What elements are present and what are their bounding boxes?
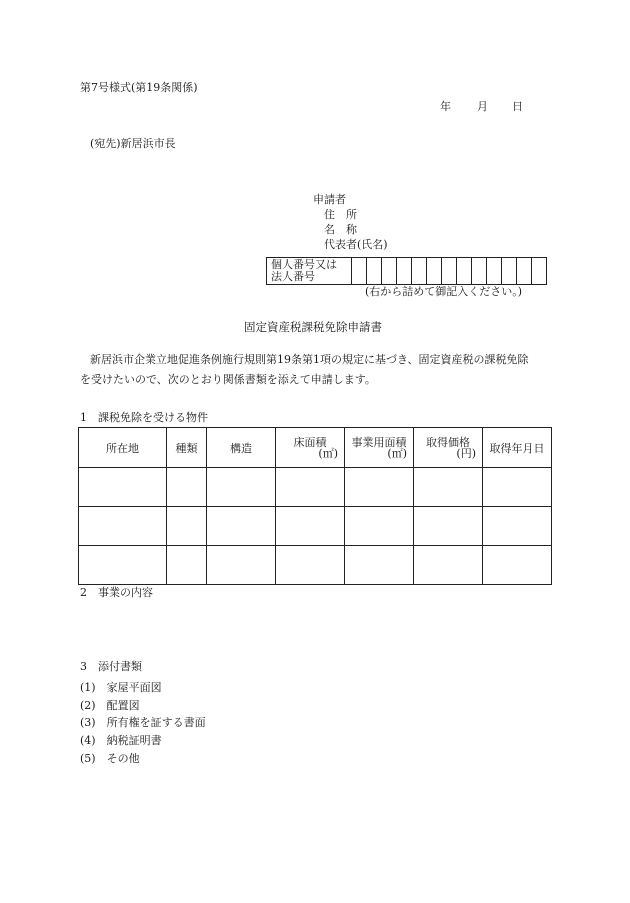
- applicant-representative-label: 代表者(氏名): [324, 238, 388, 251]
- cell-location[interactable]: [79, 507, 167, 546]
- header-structure: 構造: [207, 428, 276, 468]
- number-digit-field[interactable]: [487, 258, 502, 285]
- date-year: 年: [440, 100, 451, 113]
- cell-floor-area[interactable]: [276, 468, 345, 507]
- number-digit-field[interactable]: [457, 258, 472, 285]
- header-acquisition-date: 取得年月日: [483, 428, 552, 468]
- cell-price[interactable]: [414, 546, 483, 585]
- cell-acquisition-date[interactable]: [483, 468, 552, 507]
- section-2-heading: 2 事業の内容: [80, 586, 153, 599]
- individual-number-box: [266, 257, 547, 285]
- number-digit-field[interactable]: [442, 258, 457, 285]
- section-3-heading: 3 添付書類: [80, 660, 142, 673]
- number-note: (右から詰めて御記入ください。): [365, 285, 523, 298]
- applicant-address-label: 住 所: [324, 208, 357, 221]
- header-floor-area: 床面積 (㎡): [276, 428, 345, 468]
- header-type: 種類: [167, 428, 207, 468]
- attachment-item: (4) 納税証明書: [80, 734, 162, 747]
- cell-price[interactable]: [414, 468, 483, 507]
- cell-price[interactable]: [414, 507, 483, 546]
- table-row: [79, 546, 552, 585]
- cell-location[interactable]: [79, 546, 167, 585]
- addressee: (宛先)新居浜市長: [90, 137, 176, 150]
- cell-location[interactable]: [79, 468, 167, 507]
- number-digit-field[interactable]: [517, 258, 532, 285]
- number-digit-field[interactable]: [397, 258, 412, 285]
- attachment-item: (5) その他: [80, 752, 140, 765]
- number-digit-field[interactable]: [367, 258, 382, 285]
- cell-business-area[interactable]: [345, 468, 414, 507]
- property-table: [78, 427, 552, 585]
- form-number: 第7号様式(第19条関係): [80, 81, 198, 94]
- cell-type[interactable]: [167, 546, 207, 585]
- header-location: 所在地: [79, 428, 167, 468]
- cell-business-area[interactable]: [345, 546, 414, 585]
- section-1-heading: 1 課税免除を受ける物件: [80, 411, 208, 424]
- header-business-area: 事業用面積 (㎡): [345, 428, 414, 468]
- number-digit-field[interactable]: [532, 258, 547, 285]
- cell-business-area[interactable]: [345, 507, 414, 546]
- number-digit-field[interactable]: [427, 258, 442, 285]
- cell-structure[interactable]: [207, 507, 276, 546]
- individual-number-label: 個人番号又は 法人番号: [267, 258, 352, 285]
- cell-type[interactable]: [167, 507, 207, 546]
- date-day: 日: [512, 100, 523, 113]
- applicant-name-label: 名 称: [324, 223, 357, 236]
- number-digit-field[interactable]: [382, 258, 397, 285]
- header-price: 取得価格 (円): [414, 428, 483, 468]
- number-digit-field[interactable]: [472, 258, 487, 285]
- number-digit-field[interactable]: [352, 258, 367, 285]
- body-line-2: を受けたいので、次のとおり関係書類を添えて申請します。: [80, 373, 376, 386]
- number-digit-field[interactable]: [412, 258, 427, 285]
- table-header-row: [79, 428, 552, 468]
- table-row: [79, 507, 552, 546]
- cell-floor-area[interactable]: [276, 546, 345, 585]
- cell-acquisition-date[interactable]: [483, 546, 552, 585]
- cell-structure[interactable]: [207, 468, 276, 507]
- date-month: 月: [477, 100, 488, 113]
- number-digit-field[interactable]: [502, 258, 517, 285]
- cell-structure[interactable]: [207, 546, 276, 585]
- attachment-item: (2) 配置図: [80, 699, 140, 712]
- applicant-label: 申請者: [313, 193, 346, 206]
- cell-acquisition-date[interactable]: [483, 507, 552, 546]
- body-line-1: 新居浜市企業立地促進条例施行規則第19条第1項の規定に基づき、固定資産税の課税免除: [90, 353, 529, 366]
- cell-floor-area[interactable]: [276, 507, 345, 546]
- cell-type[interactable]: [167, 468, 207, 507]
- table-row: [79, 468, 552, 507]
- attachment-item: (3) 所有権を証する書面: [80, 716, 206, 729]
- document-title: 固定資産税課税免除申請書: [244, 320, 382, 334]
- attachment-item: (1) 家屋平面図: [80, 681, 162, 694]
